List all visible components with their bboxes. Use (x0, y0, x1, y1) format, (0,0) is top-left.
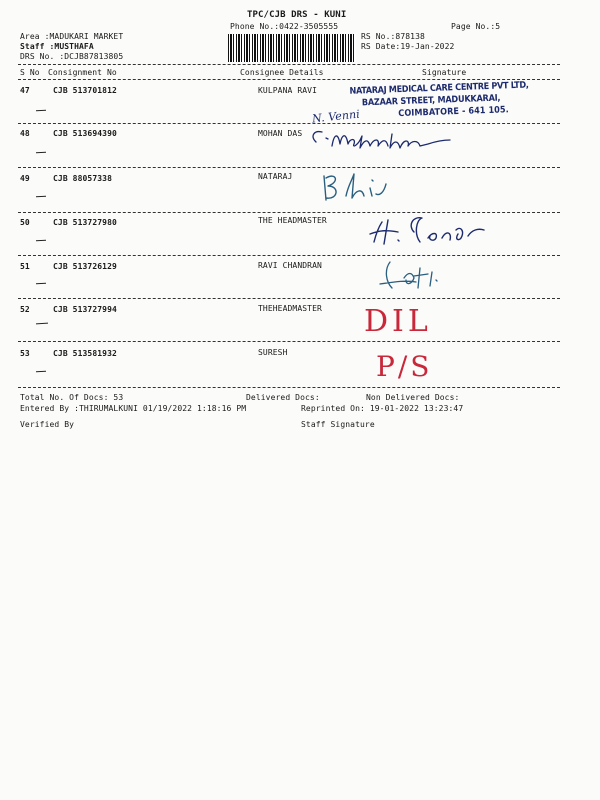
row-consignment: CJB 513726129 (53, 262, 117, 271)
row-consignee: SURESH (258, 348, 288, 357)
signature-headmaster (368, 212, 488, 248)
divider (18, 79, 560, 80)
handwritten-note: N. Venni (311, 107, 361, 126)
pen-mark (36, 152, 46, 154)
verified-by: Verified By (20, 420, 75, 429)
rs-date: RS Date:19-Jan-2022 (361, 42, 455, 51)
row-divider (18, 123, 560, 124)
row-divider (18, 255, 560, 256)
total-docs: Total No. Of Docs: 53 (20, 393, 124, 402)
row-consignee: THEHEADMASTER (258, 304, 322, 313)
phone-number: Phone No.:0422-3505555 (230, 22, 339, 31)
page-number: Page No.:5 (451, 22, 501, 31)
row-sno: 48 (20, 129, 30, 138)
row-consignment: CJB 513727994 (53, 305, 117, 314)
rs-number: RS No.:878138 (361, 32, 425, 41)
col-sno-header: S No (20, 68, 40, 77)
pen-mark (36, 371, 46, 373)
row-consignee: NATARAJ (258, 172, 293, 181)
pen-mark (36, 283, 46, 285)
handwritten-note: P/S (376, 350, 433, 383)
stamp-line-3: COIMBATORE - 641 105. (398, 105, 510, 120)
row-sno: 53 (20, 349, 30, 358)
reprinted-on: Reprinted On: 19-01-2022 13:23:47 (301, 404, 464, 413)
row-sno: 49 (20, 174, 30, 183)
signature-ravi-chandran (376, 258, 456, 294)
row-consignment: CJB 513701812 (53, 86, 117, 95)
row-consignee: THE HEADMASTER (258, 216, 327, 225)
pen-mark (36, 110, 46, 112)
row-divider (18, 167, 560, 168)
row-consignment: CJB 513727980 (53, 218, 117, 227)
stamp-line-2: BAZAAR STREET, MADUKKARAI, (361, 93, 501, 109)
row-consignee: KULPANA RAVI (258, 86, 317, 95)
barcode (228, 34, 356, 62)
company-stamp (349, 80, 529, 127)
row-sno: 52 (20, 305, 30, 314)
non-delivered-docs: Non Delivered Docs: (366, 393, 460, 402)
divider (18, 64, 560, 65)
delivered-docs: Delivered Docs: (246, 393, 320, 402)
row-consignment: CJB 88057338 (53, 174, 112, 183)
pen-mark (36, 196, 46, 198)
row-divider (18, 387, 560, 388)
staff-signature: Staff Signature (301, 420, 375, 429)
row-consignment: CJB 513694390 (53, 129, 117, 138)
staff-label: Staff :MUSTHAFA (20, 42, 94, 51)
row-consignment: CJB 513581932 (53, 349, 117, 358)
row-consignee: RAVI CHANDRAN (258, 261, 322, 270)
row-divider (18, 298, 560, 299)
signature-nataraj (318, 170, 388, 204)
col-consignee-header: Consignee Details (240, 68, 324, 77)
stamp-line-1: NATARAJ MEDICAL CARE CENTRE PVT LTD, (349, 80, 529, 97)
row-divider (18, 341, 560, 342)
pen-mark (36, 323, 48, 325)
entered-by: Entered By :THIRUMALKUNI 01/19/2022 1:18:16 PM (20, 404, 247, 413)
row-sno: 47 (20, 86, 30, 95)
handwritten-note: DIL (364, 304, 432, 339)
area-label: Area :MADUKARI MARKET (20, 32, 124, 41)
col-consignment-header: Consignment No (48, 68, 117, 77)
pen-mark (36, 240, 46, 242)
col-signature-header: Signature (422, 68, 467, 77)
drs-number: DRS No. :DCJB87813805 (20, 52, 124, 61)
row-sno: 50 (20, 218, 30, 227)
row-sno: 51 (20, 262, 30, 271)
row-consignee: MOHAN DAS (258, 129, 303, 138)
document-title: TPC/CJB DRS - KUNI (247, 10, 347, 20)
signature-mohan-das (308, 126, 458, 152)
